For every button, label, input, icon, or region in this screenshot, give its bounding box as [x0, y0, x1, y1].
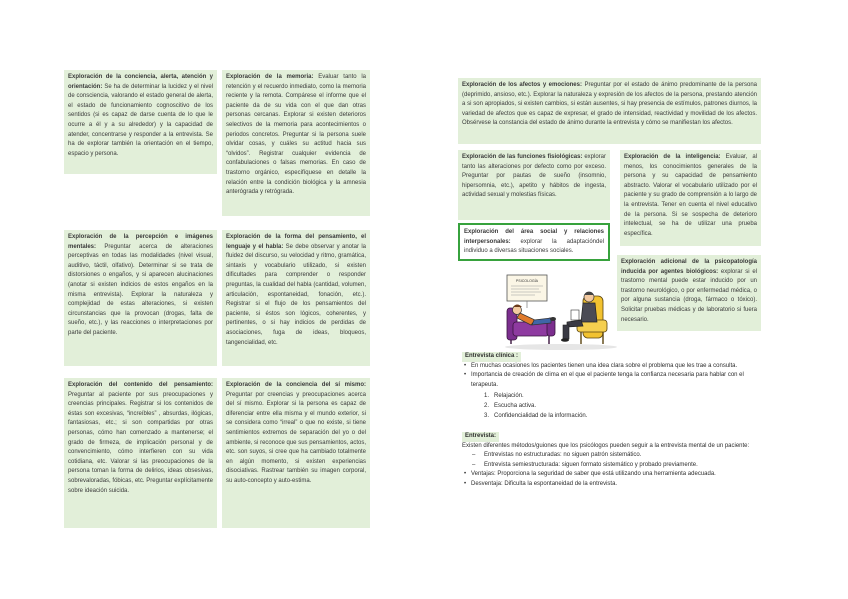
list-number: 2. — [484, 402, 490, 409]
section-text: explorar la adaptacióndel individuo a diversas situaciones sociales. — [464, 238, 604, 255]
section-memoria — [222, 70, 370, 216]
section-title: Exploración de los afectos y emociones: — [462, 82, 582, 88]
section-title: Exploración de la percepción e imágenes mentales: — [68, 234, 213, 250]
sign-text: PSICOLOGÍA — [515, 279, 539, 283]
list-text: Confidencialidad de la información. — [494, 412, 588, 419]
section-social — [458, 223, 610, 261]
section-title: Exploración de las funciones fisiológicas: — [462, 154, 583, 160]
list-item: – Entrevistas no estructuradas: no siguen patrón sistemático. — [462, 451, 762, 461]
entrevista-clinica-section — [462, 352, 762, 421]
list-text: Escucha activa. — [494, 402, 537, 409]
section-fisiologicas — [458, 150, 610, 220]
entrevista-clinica-bullets — [462, 362, 762, 391]
section-contenido — [64, 378, 217, 528]
section-title: Exploración de la conciencia del sí mismo: — [226, 382, 366, 388]
section-title: Exploración de la inteligencia: — [624, 154, 721, 160]
entrevista-clinica-heading: Entrevista clínica : — [462, 352, 521, 362]
section-text: Preguntar acerca de alteraciones perceptivas en todas las modalidades (nivel visual, auditivo, táctil, olfativo). Determinar si se trata de distorsiones o engaños, y si aparecen alucinaciones (anotar si existen indicios de estos engaños en la misma entrevista). Explorar la naturaleza y complejidad de estas alteraciones, si existen circunstancias que la provocan (drogas, falta de sueño, etc.), y las reacciones o interpretaciones por parte del paciente. — [68, 243, 213, 336]
section-percepcion — [64, 230, 217, 366]
list-item — [462, 402, 762, 412]
sign-board — [507, 275, 547, 308]
entrevista-section — [462, 432, 762, 490]
list-item — [462, 392, 762, 402]
section-title: Exploración de la forma del pensamiento, el lenguaje y el habla: — [226, 234, 366, 250]
section-afectos — [458, 78, 761, 144]
list-item — [462, 412, 762, 422]
section-title: Exploración de la memoria: — [226, 74, 314, 80]
section-inteligencia — [620, 150, 761, 246]
list-item: • En muchas ocasiones los pacientes tienen una idea clara sobre el problema que les trae a consulta. — [462, 362, 762, 372]
section-text: Evaluar, al menos, los conocimientos generales de la persona y su capacidad de pensamiento abstracto. Valorar el vocabulario utilizado por el paciente y su grado de comprensión a lo largo de la entrevista. Tener en cuenta el nivel educativo de la persona. Si se sospecha de deterioro intelectual, se ha de utilizar una prueba específica. — [624, 154, 757, 237]
list-number: 3. — [484, 412, 490, 419]
section-text: Evaluar tanto la retención y el recuerdo inmediato, como la memoria reciente y la remota. Compárese el informe que el paciente da de su vida con el que dan otras personas cercanas. Explorar si existen deterioros selectivos de la memoria para acontecimientos o periodos concretos. Preguntar si la persona suele olvidar cosas, y cuáles su actitud hacia sus “olvidos”. Registrar cualquier evidencia de confabulaciones o falsas memorias. En caso de trastorno orgánico, especifíquese en detalle la relación entre la condición biológica y la amnesia anterógrada y retrógrada. — [226, 74, 366, 196]
list-item: • Desventaja: Dificulta la espontaneidad de la entrevista. — [462, 480, 762, 490]
therapy-illustration — [501, 270, 617, 350]
entrevista-clinica-numbered — [462, 392, 762, 421]
section-psicopatologia — [617, 255, 761, 331]
section-title: Exploración adicional de la psicopatología inducida por agentes biológicos: — [621, 259, 757, 275]
section-conciencia — [64, 70, 217, 174]
list-item: • Importancia de creación de clima en el que el paciente tenga la confianza necesaria para hablar con el terapeuta. — [462, 371, 762, 390]
section-text: explorar si el trastorno mental puede estar inducido por un trastorno neurológico, o por enfermedad médica, o por alguna sustancia (droga, fármaco o tóxico). Solicitar pruebas médicas y de laboratorio si fuera necesario. — [621, 268, 757, 323]
section-pensamiento — [222, 230, 370, 366]
section-text: Se debe observar y anotar la fluidez del discurso, su velocidad y ritmo, gramática, sintaxis y vocabulario utilizado, si existen dificultades para comprender o responder preguntas, la cualidad del habla (cantidad, volumen, articulación, espontaneidad, fonación, etc.). Registrar si el flujo de los pensamientos del paciente, si éstos son lógicos, coherentes, y pertinentes, o si hay indicios de perdidas de asociaciones, fuga de ideas, bloqueos, tangencialidad, etc. — [226, 243, 366, 346]
section-title: Exploración del área social y relaciones interpersonales: — [464, 229, 604, 245]
entrevista-intro: Existen diferentes métodos/guiones que los psicólogos pueden seguir a la entrevista mental de un paciente: — [462, 442, 750, 449]
list-text: Relajación. — [494, 393, 524, 400]
section-text: Preguntar por el estado de ánimo predominante de la persona (deprimido, ansioso, etc.). Explorar la naturaleza y expresión de los afectos de la persona, prestando atención a si son apropiados, si existen cambios, si están ausentes, si hay presencia de estímulos, patrones diurnos, la variedad de afectos que es capaz de expresar, el grado de intensidad, reactividad y movilidad de los afectos. Obsérvese la constancia del estado de ánimo durante la entrevista y cómo se manifiestan los afectos. — [462, 82, 757, 127]
section-text: Preguntar por creencias y preocupaciones acerca del sí mismo. Explorar si la persona es capaz de diferenciar entre ella misma y el mundo exterior, si se considera como “irreal” o que no existe, si tiene sentimientos extremos de separación del yo o del ambiente, si reconoce que sus pensamientos, actos, etc. son suyos, si cree que ha cambiado totalmente en algún momento, si existen experiencias disociativas. Rastrear también su imagen corporal, su auto-concepto y auto-estima. — [226, 391, 366, 484]
entrevista-bullets — [462, 470, 762, 489]
section-text: Se ha de determinar la lucidez y el nivel de consciencia, valorando el estado general de alerta, el estado de funcionamiento cognoscitivo de los sentidos (si es capaz de darse cuenta de lo que le ocurre a él y a su alrededor) y la capacidad de atender, concentrarse y responder a la entrevista. Se ha de explorar también la orientación en el tiempo, espacio y persona. — [68, 83, 213, 157]
list-number: 1. — [484, 393, 490, 400]
entrevista-dash-list — [462, 451, 762, 470]
section-text: explorar tanto las alteraciones por defecto como por exceso. Preguntar por pautas de sueño (insomnio, hipersomnia, etc.), apetito y hábitos de ingesta, actividad sexual y molestias físicas. — [462, 154, 607, 199]
section-title: Exploración de la conciencia, alerta, atención y orientación: — [68, 74, 213, 90]
entrevista-heading: Entrevista: — [462, 432, 499, 442]
list-item: – Entrevista semiestructurada: siguen formato sistemático y probado previamente. — [462, 461, 762, 471]
section-si-mismo — [222, 378, 370, 528]
section-title: Exploración del contenido del pensamiento: — [68, 382, 213, 388]
list-item: • Ventajas: Proporciona la seguridad de saber que está utilizando una herramienta adecuada. — [462, 470, 762, 480]
section-text: Preguntar al paciente por sus preocupaciones y creencias principales. Registrar si los contenidos de éstas son excesivas, “increíbles” , absurdas, ilógicas, fantasiosas, etc.; si son compartidas por otras personas, cómo han comenzado a mantenerse; el grado de firmeza, de implicación personal y de convencimiento, cómo interfieren con su vida cotidiana, etc. Valorar si las preocupaciones de la persona toman la forma de delirios, ideas obsesivas, sobrevaloradas, fóbicas, etc. Preguntar explícitamente sobre ideación suicida. — [68, 391, 213, 494]
